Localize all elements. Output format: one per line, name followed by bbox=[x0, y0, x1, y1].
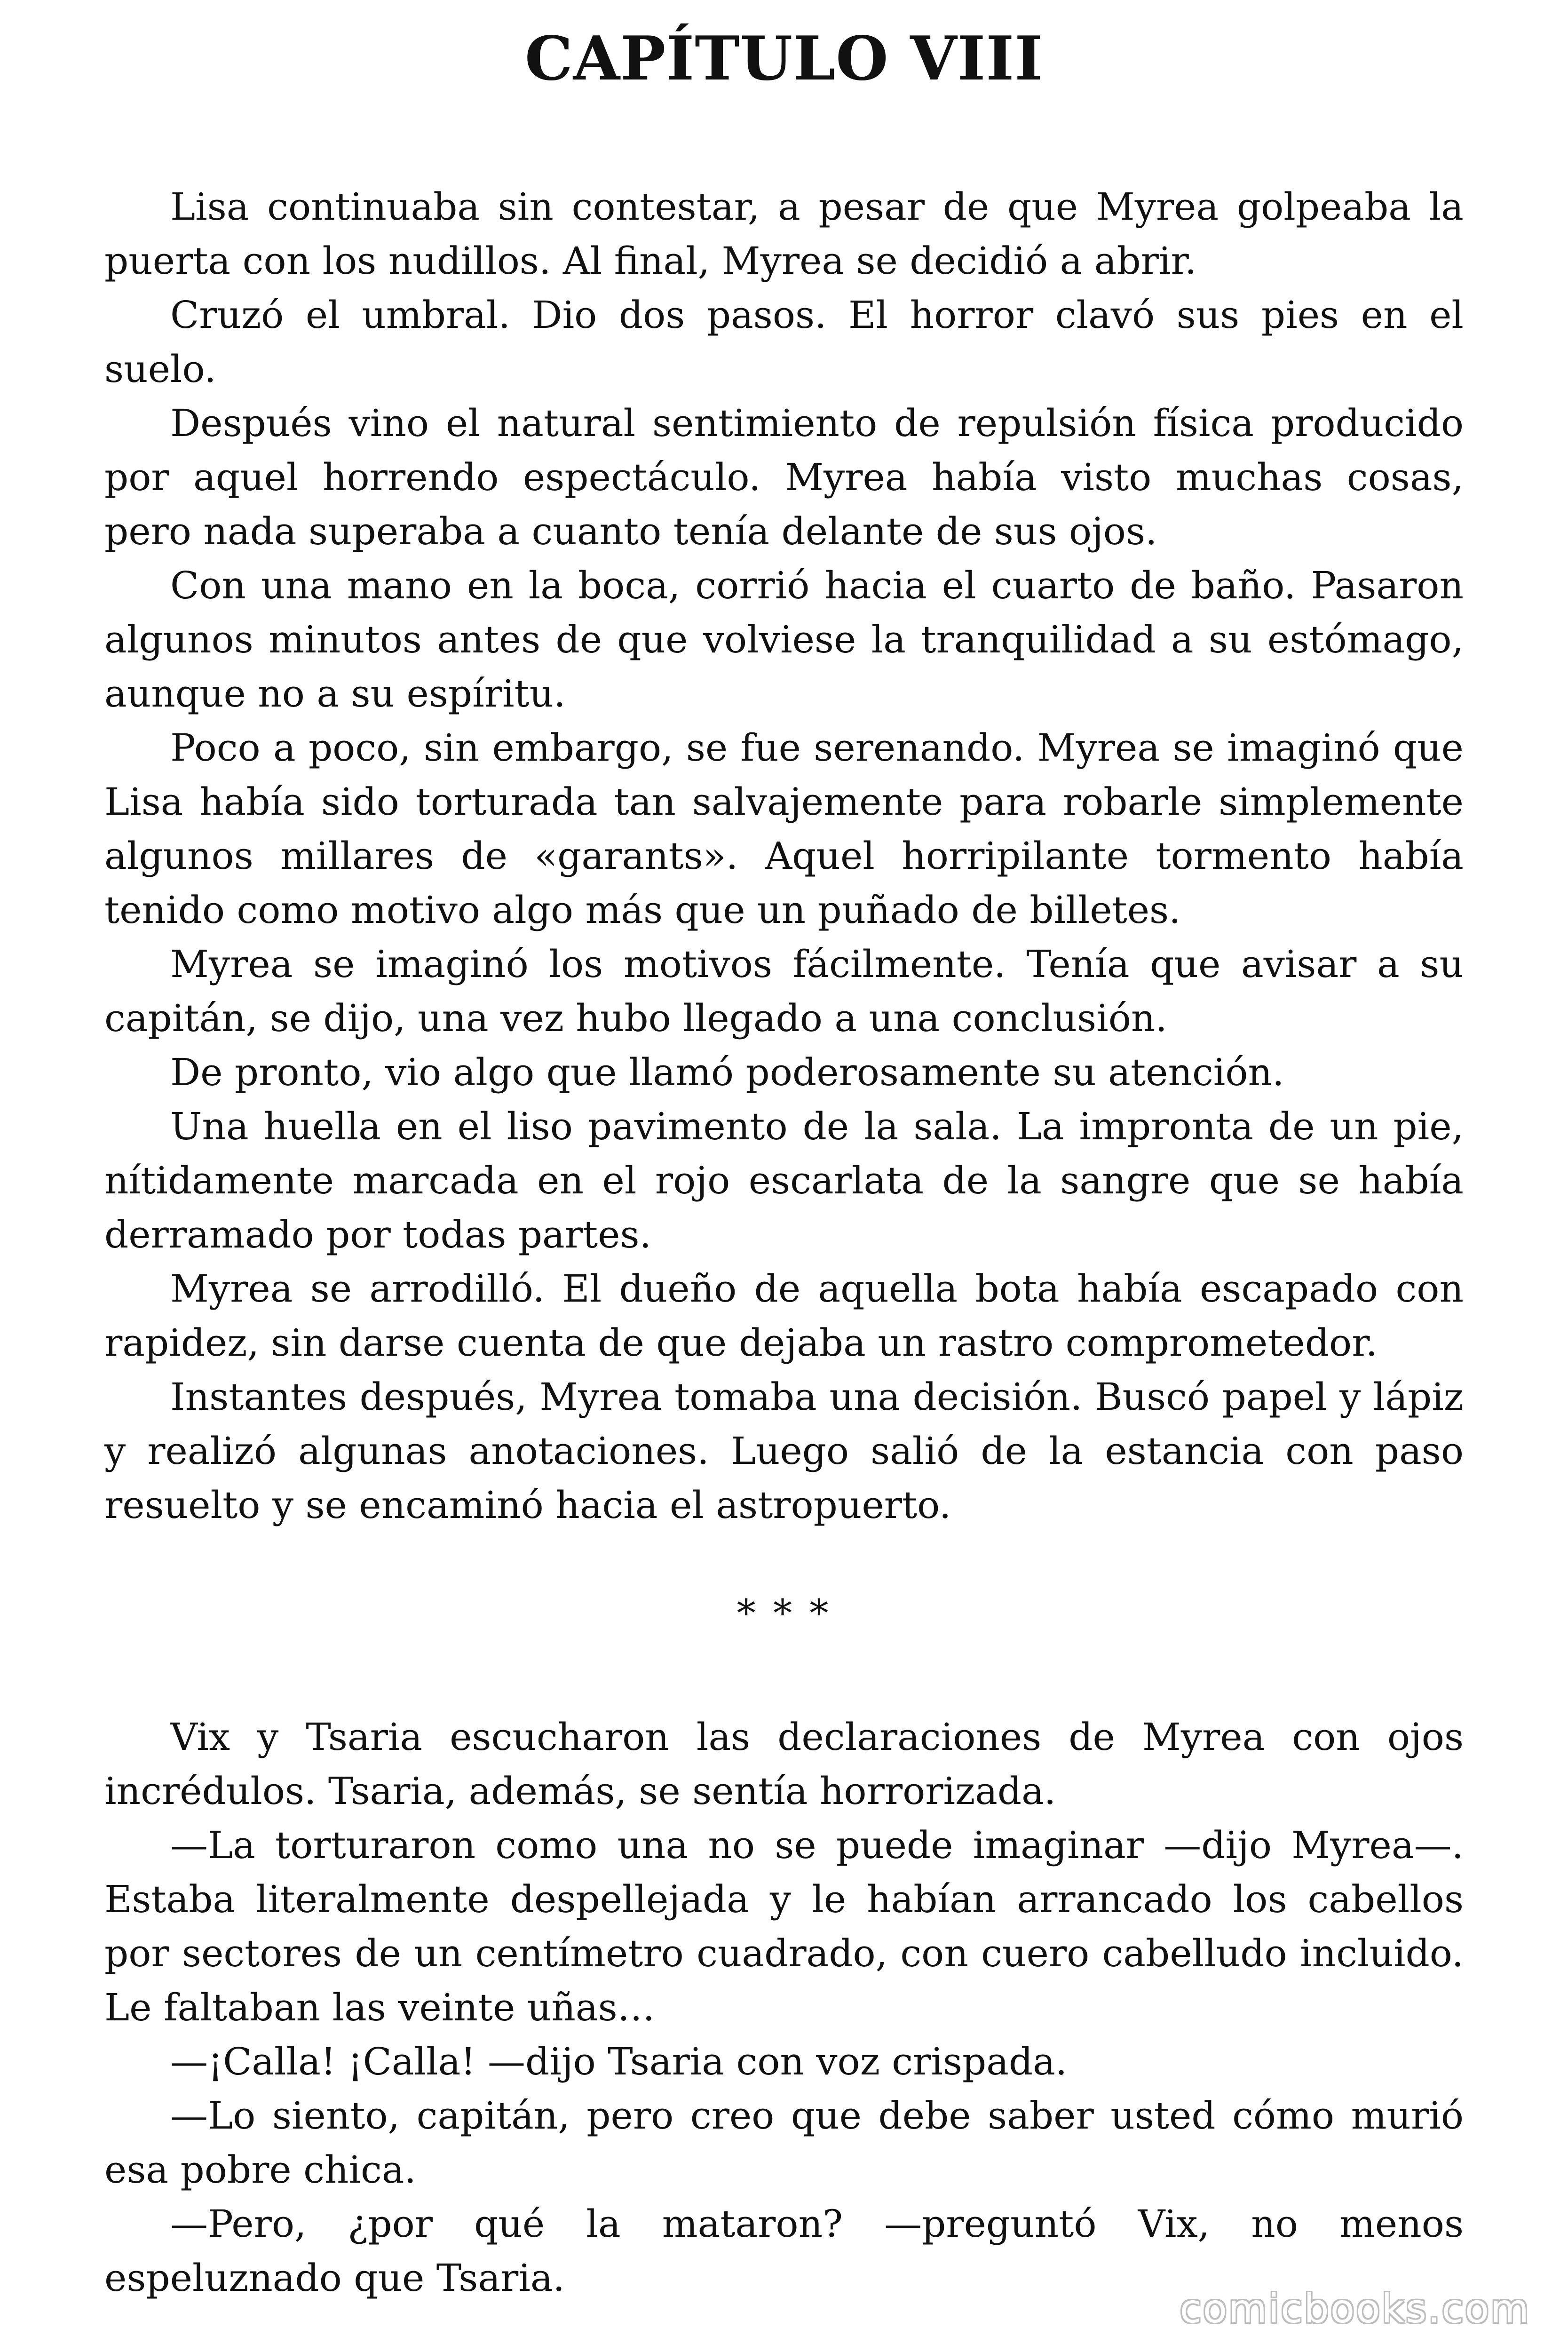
chapter-text-section-two bbox=[104, 1710, 1464, 2305]
paragraph: Vix y Tsaria escucharon las declaraciones de Myrea con ojos incrédulos. Tsaria, además, se sentía horrorizada. bbox=[104, 1715, 1464, 1813]
watermark: comicbooks.com bbox=[1180, 2286, 1530, 2332]
dialogue-paragraph: —Lo siento, capitán, pero creo que debe saber usted cómo murió esa pobre chica. bbox=[104, 2094, 1464, 2192]
paragraph: Myrea se arrodilló. El dueño de aquella bota había escapado con rapidez, sin darse cuenta de que dejaba un rastro comprometedor. bbox=[104, 1267, 1464, 1365]
chapter-text-section-one bbox=[104, 180, 1464, 1532]
paragraph: Myrea se imaginó los motivos fácilmente. Tenía que avisar a su capitán, se dijo, una vez hubo llegado a una conclusión. bbox=[104, 942, 1464, 1040]
dialogue-paragraph: —¡Calla! ¡Calla! —dijo Tsaria con voz crispada. bbox=[170, 2040, 1068, 2083]
paragraph: Lisa continuaba sin contestar, a pesar de que Myrea golpeaba la puerta con los nudillos. Al final, Myrea se decidió a abrir. bbox=[104, 185, 1464, 283]
section-separator: * * * bbox=[736, 1591, 832, 1635]
dialogue-paragraph: —La torturaron como una no se puede imaginar —dijo Myrea—. Estaba literalmente despellejada y le habían arrancado los cabellos por sectores de un centímetro cuadrado, con cuero cabelludo incluido. Le faltaban las veinte uñas… bbox=[104, 1823, 1464, 2029]
paragraph: Cruzó el umbral. Dio dos pasos. El horror clavó sus pies en el suelo. bbox=[104, 293, 1464, 391]
paragraph: Después vino el natural sentimiento de repulsión física producido por aquel horrendo espectáculo. Myrea había visto muchas cosas, pero nada superaba a cuanto tenía delante de sus ojos. bbox=[104, 401, 1464, 553]
paragraph: Con una mano en la boca, corrió hacia el cuarto de baño. Pasaron algunos minutos antes de que volviese la tranquilidad a su estómago, aunque no a su espíritu. bbox=[104, 564, 1464, 715]
dialogue-paragraph: —Pero, ¿por qué la mataron? —preguntó Vix, no menos espeluznado que Tsaria. bbox=[104, 2202, 1464, 2300]
paragraph: Poco a poco, sin embargo, se fue serenando. Myrea se imaginó que Lisa había sido torturada tan salvajemente para robarle simplemente algunos millares de «garants». Aquel horripilante tormento había tenido como motivo algo más que un puñado de billetes. bbox=[104, 726, 1464, 932]
chapter-title: CAPÍTULO VIII bbox=[524, 24, 1044, 94]
paragraph: Instantes después, Myrea tomaba una decisión. Buscó papel y lápiz y realizó algunas anotaciones. Luego salió de la estancia con paso resuelto y se encaminó hacia el astropuerto. bbox=[104, 1375, 1464, 1527]
paragraph: Una huella en el liso pavimento de la sala. La impronta de un pie, nítidamente marcada en el rojo escarlata de la sangre que se había derramado por todas partes. bbox=[104, 1104, 1464, 1256]
paragraph: De pronto, vio algo que llamó poderosamente su atención. bbox=[170, 1050, 1284, 1094]
